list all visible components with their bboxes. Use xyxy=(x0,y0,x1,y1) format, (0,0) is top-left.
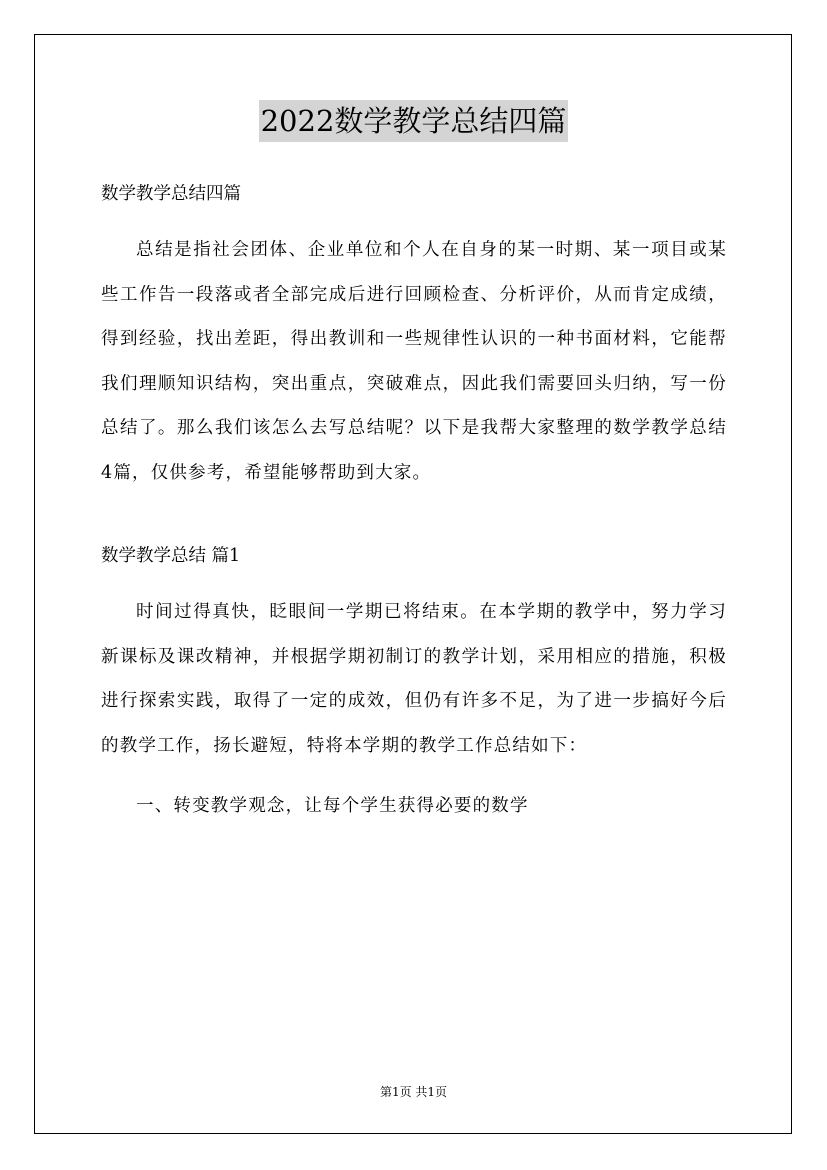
page-footer: 第1页 共1页 xyxy=(379,1085,448,1099)
section1-paragraph: 时间过得真快，眨眼间一学期已将结束。在本学期的教学中，努力学习新课标及课改精神，并根据学期初制订的教学计划，采用相应的措施，积极进行探索实践，取得了一定的成效，但仍有许多不足，为了进一步搞好今后的教学工作，扬长避短，特将本学期的教学工作总结如下： xyxy=(101,602,727,756)
title-container xyxy=(0,100,827,142)
document-subheading: 数学教学总结四篇 xyxy=(101,184,241,204)
document-body xyxy=(101,180,727,829)
spacer xyxy=(101,570,727,590)
section1-heading: 数学教学总结 篇1 xyxy=(101,546,241,566)
spacer xyxy=(101,208,727,228)
spacer xyxy=(101,768,727,784)
document-title: 2022数学教学总结四篇 xyxy=(259,100,569,142)
section1-point1: 一、转变教学观念，让每个学生获得必要的数学 xyxy=(136,796,529,816)
intro-paragraph: 总结是指社会团体、企业单位和个人在自身的某一时期、某一项目或某些工作告一段落或者全部完成后进行回顾检查、分析评价，从而肯定成绩，得到经验，找出差距，得出教训和一些规律性认识的一种书面材料，它能帮我们理顺知识结构，突出重点，突破难点，因此我们需要回头归纳，写一份总结了。那么我们该怎么去写总结呢？以下是我帮大家整理的数学教学总结4篇，仅供参考，希望能够帮助到大家。 xyxy=(101,240,727,483)
spacer xyxy=(101,495,727,542)
